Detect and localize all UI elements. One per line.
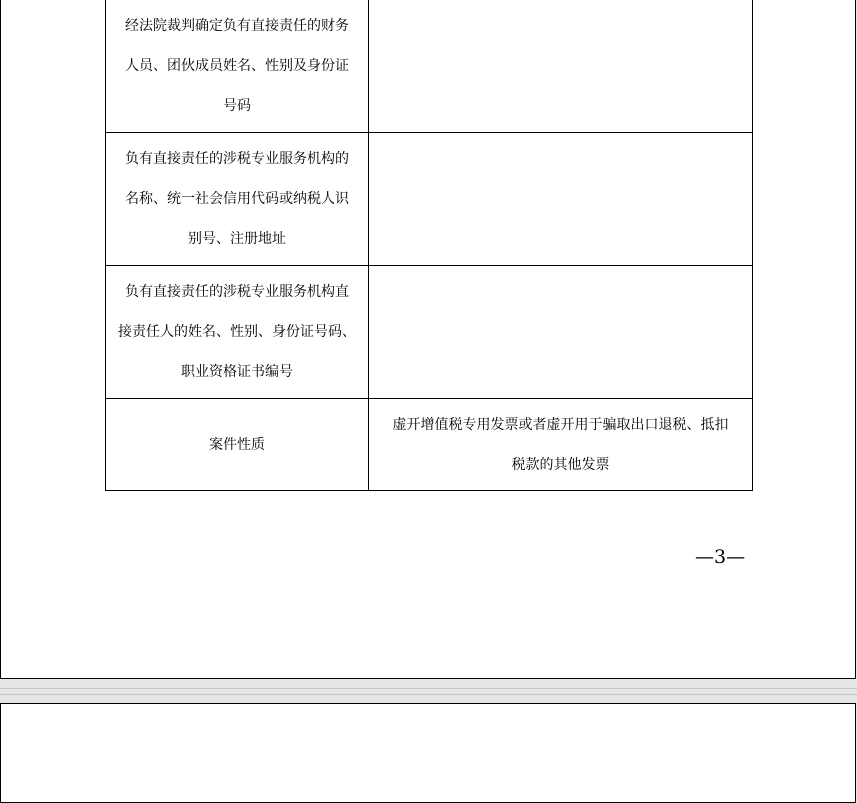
row-label-cell <box>106 133 369 266</box>
label-line: 接责任人的姓名、性别、身份证号码、 <box>118 324 356 340</box>
document-page <box>0 703 856 803</box>
row-label-cell <box>106 266 369 399</box>
row-value-cell <box>369 0 753 133</box>
table-row <box>106 266 753 399</box>
value-line: 虚开增值税专用发票或者虚开用于骗取出口退税、抵扣 <box>392 416 729 433</box>
label-line: 负有直接责任的涉税专业服务机构直 <box>125 284 349 300</box>
value-line: 税款的其他发票 <box>511 456 610 473</box>
row-value-cell <box>369 133 753 266</box>
label-line: 职业资格证书编号 <box>181 364 293 380</box>
table-row <box>106 0 753 133</box>
label-line: 负有直接责任的涉税专业服务机构的 <box>125 151 349 167</box>
row-value-cell <box>369 266 753 399</box>
page-gap-divider <box>0 688 857 689</box>
row-value-cell <box>369 399 753 491</box>
label-line: 别号、注册地址 <box>188 231 286 247</box>
row-label-cell <box>106 0 369 133</box>
label-line: 人员、团伙成员姓名、性别及身份证 <box>125 58 349 74</box>
table-row <box>106 133 753 266</box>
label-line: 名称、统一社会信用代码或纳税人识 <box>125 191 349 207</box>
page-gap-divider <box>0 694 857 695</box>
case-info-table <box>105 0 753 491</box>
label-line: 号码 <box>223 98 251 114</box>
label-line: 案件性质 <box>209 436 265 453</box>
table-row <box>106 399 753 491</box>
label-line: 经法院裁判确定负有直接责任的财务 <box>125 18 349 34</box>
page-number: —3— <box>695 546 746 568</box>
row-label-cell <box>106 399 369 491</box>
